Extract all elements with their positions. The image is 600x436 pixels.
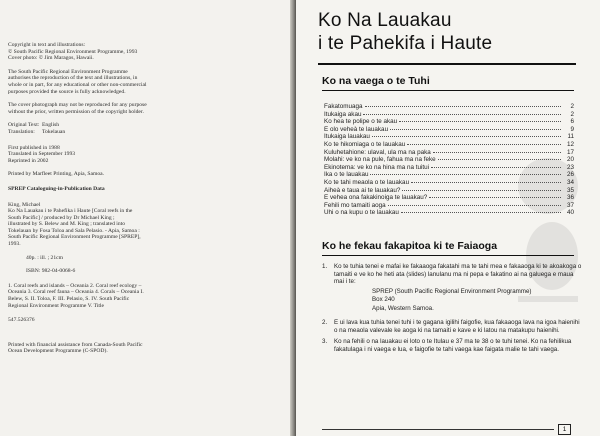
note-item — [322, 319, 584, 334]
toc-leader-dots — [402, 190, 561, 191]
translation-row — [8, 129, 280, 136]
toc-leader-dots — [390, 129, 561, 130]
toc-leader-dots — [365, 106, 561, 107]
toc-entry-page: 40 — [566, 209, 574, 217]
toc-leader-dots — [401, 212, 561, 213]
toc-entry-title: Fehili mo tamaiti aoga — [324, 201, 386, 209]
toc-entry-page: 12 — [566, 140, 574, 148]
toc-entry-page: 9 — [570, 125, 574, 133]
toc-entry — [324, 164, 574, 172]
subject-line: 1. Coral reefs and islands – Oceania 2. Coral reef ecology – — [8, 282, 142, 289]
left-page — [0, 0, 292, 436]
toc-entry — [324, 103, 574, 111]
copyright-line: Cover photo: © Jim Maragos, Hawaii. — [8, 55, 94, 62]
note-number: 1. — [322, 263, 328, 270]
toc-leader-dots — [431, 167, 561, 168]
imprint-text — [8, 0, 280, 355]
toc-entry — [324, 149, 574, 157]
funding-line: Printed with financial assistance from Canada-South Pacific — [8, 341, 143, 348]
teachers-heading: Ko he fekau fakapitoa ki te Faiaoga — [322, 240, 498, 252]
title-rule — [318, 63, 576, 65]
copyright-line: Copyright in text and illustrations: — [8, 42, 86, 48]
toc-entry — [324, 171, 574, 179]
book-title-line-2: i te Pahekifa i Haute — [318, 33, 493, 54]
cip-line: South Pacific] / produced by Dr Michael King ; — [8, 214, 115, 221]
toc-leader-dots — [388, 205, 561, 206]
contents-heading: Ko na vaega o te Tuhi — [322, 75, 430, 87]
toc-leader-dots — [372, 136, 561, 137]
toc-entry-title: Itukaiga akau — [324, 110, 362, 118]
copyright-line: © South Pacific Regional Environment Programme, 1993 — [8, 48, 138, 55]
toc-entry — [324, 202, 574, 210]
address-block — [372, 288, 584, 313]
toc-leader-dots — [411, 182, 561, 183]
toc-entry — [324, 209, 574, 217]
cover-note-line: without the prior, written permission of the copyright holder. — [8, 108, 144, 115]
toc-entry-title: Ekinotema: ve ko na hina ma na tuitui — [324, 163, 430, 171]
toc-entry-title: Ko te tahi meaola o te lauakau — [324, 178, 410, 186]
address-line: Apia, Western Samoa. — [372, 304, 434, 312]
teachers-rule — [322, 255, 574, 256]
right-page — [296, 0, 600, 436]
toc-entry-page: 17 — [566, 148, 574, 156]
toc-leader-dots — [407, 144, 561, 145]
toc-entry — [324, 156, 574, 164]
subject-line: Regional Environment Programme V. Title — [8, 302, 104, 309]
toc-entry — [324, 194, 574, 202]
toc-entry-page: 11 — [567, 133, 574, 141]
translation-value: Tokelauan — [42, 128, 66, 135]
toc-entry — [324, 118, 574, 126]
toc-entry-title: E olo veheà te lauakau — [324, 125, 389, 133]
note-number: 3. — [322, 338, 328, 346]
toc-entry-title: Fakatomuaga — [324, 103, 363, 110]
toc-entry-page: 23 — [566, 163, 574, 171]
subject-line: Belew, S. II. Toloa, F. III. Pelasio, S. IV. South Pacific — [8, 296, 130, 303]
toc-entry-page: 2 — [570, 103, 574, 110]
toc-entry-title: Aiheà e taua ai te lauakau? — [324, 186, 401, 194]
cip-line: King, Michael — [8, 201, 41, 208]
isbn: ISBN: 982-04-0068-6 — [26, 268, 76, 275]
toc-entry-page: 37 — [566, 201, 574, 209]
toc-leader-dots — [433, 152, 561, 153]
cip-line: Tokelauan by Fosa Toloa and Sala Pelasio. - Apia, Samoa : — [8, 227, 140, 234]
original-text-label: Original Text: — [8, 122, 40, 129]
note-text: Ko na fehili o na lauakau ei loto o te Itulau e 37 ma te 38 o te tuhi tenei. Ko na fehilikua fakatulaga i ni vaega e lua, e faigofie te tahi vaega kae faigata malie te tahi vaega. — [334, 338, 572, 353]
printing-line: Reprinted in 2002 — [8, 157, 49, 164]
authorization-line: purposes provided the source is fully acknowledged. — [8, 88, 126, 95]
printing-line: Translated in September 1993 — [8, 151, 76, 158]
toc-entry-page: 26 — [566, 171, 574, 179]
toc-entry-title: Ko te hikomiaga o te lauakau — [324, 140, 406, 148]
subject-line: Oceania 3. Coral reef fauna – Oceania 4. Corals – Oceania I. — [8, 289, 144, 296]
note-item — [322, 263, 584, 315]
toc-entry-page: 2 — [570, 110, 574, 118]
toc-entry-page: 36 — [566, 194, 574, 202]
note-text: Ko te tuhia tenei e mafai ke fakaaoga fakatahi ma te tahi mea e fakaaoga ki te akoakoga o tamaiti e ve ko he heti ata (slides) lanulanu ma ni pepa e fakatino ai na galuega e maua mai i te: — [334, 263, 582, 286]
toc-entry-page: 6 — [570, 118, 574, 126]
funding-line: Ocean Development Programme (C-SPOD). — [8, 348, 108, 355]
toc-entry-title: Ko hea te polipe o te akau — [324, 118, 398, 126]
note-number: 2. — [322, 319, 328, 326]
printing-line: First published in 1988 — [8, 144, 60, 151]
authorization-line: authorises the reproduction of the text and illustrations, in — [8, 75, 138, 82]
teacher-notes — [322, 263, 584, 357]
toc-entry — [324, 179, 574, 187]
toc-leader-dots — [363, 114, 561, 115]
toc-entry — [324, 133, 574, 141]
note-item — [322, 338, 584, 353]
contents-rule — [322, 90, 574, 91]
toc-leader-dots — [370, 174, 561, 175]
footer-rule — [322, 429, 554, 430]
toc-entry — [324, 141, 574, 149]
toc-entry — [324, 126, 574, 134]
note-text: E ui lava kua tuhia tenei tuhi i te gagana igilihi faigofie, kua fakaaoga lava na igoa haienihi o na meaola valevale ke aoga ki na tamaiti e kave e ki latou na matakupu haienihi. — [334, 319, 580, 334]
original-text-row — [8, 122, 280, 129]
toc-entry — [324, 111, 574, 119]
original-text-value: English — [42, 122, 60, 129]
toc-leader-dots — [438, 159, 561, 160]
toc-entry-title: Molahi: ve ko na pule, fahua ma na feke — [324, 156, 436, 164]
table-of-contents — [324, 103, 574, 217]
authorization-line: whole or in part, for any educational or other non-commercial — [8, 81, 147, 88]
toc-leader-dots — [429, 197, 561, 198]
address-line: SPREP (South Pacific Regional Environment Programme) — [372, 287, 532, 295]
cip-line: 1993. — [8, 241, 21, 248]
toc-entry-page: 20 — [566, 156, 574, 164]
classification-number: 547.526376 — [8, 317, 35, 324]
printed-by: Printed by Marfleet Printing, Apia, Samoa. — [8, 171, 105, 178]
page-number: 1 — [558, 424, 571, 435]
toc-entry-title: Ika o te lauakau — [324, 171, 369, 179]
cip-heading: SPREP Cataloguing-in-Publication Data — [8, 185, 105, 192]
toc-entry-page: 34 — [566, 178, 574, 186]
toc-entry-title: E vehea ona fakakinoiga te lauakau? — [324, 194, 428, 202]
physical-description: 40p. : ill. ; 21cm — [26, 254, 63, 261]
book-title-line-1: Ko Na Lauakau — [318, 10, 452, 31]
toc-entry-title: Itukaiga lauakau — [324, 133, 370, 141]
authorization-line: The South Pacific Regional Environment Programme — [8, 68, 128, 75]
cip-line: illustrated by S. Belew and M. King ; translated into — [8, 221, 125, 228]
translation-label: Translation: — [8, 128, 35, 135]
cover-note-line: The cover photograph may not be reproduced for any purpose — [8, 102, 147, 109]
toc-entry-page: 35 — [566, 186, 574, 194]
toc-entry-title: Kuluhetahione: ulaval, ula ma na paka — [324, 148, 431, 156]
cip-line: South Pacific Regional Environment Programme [SPREP], — [8, 234, 141, 241]
cip-line: Ko Na Lauakau i te Pahefika i Haute [Coral reefs in the — [8, 208, 133, 215]
address-line: Box 240 — [372, 296, 395, 304]
toc-leader-dots — [399, 121, 561, 122]
toc-entry-title: Uhi o na kupu o te lauakau — [324, 209, 399, 217]
toc-entry — [324, 187, 574, 195]
